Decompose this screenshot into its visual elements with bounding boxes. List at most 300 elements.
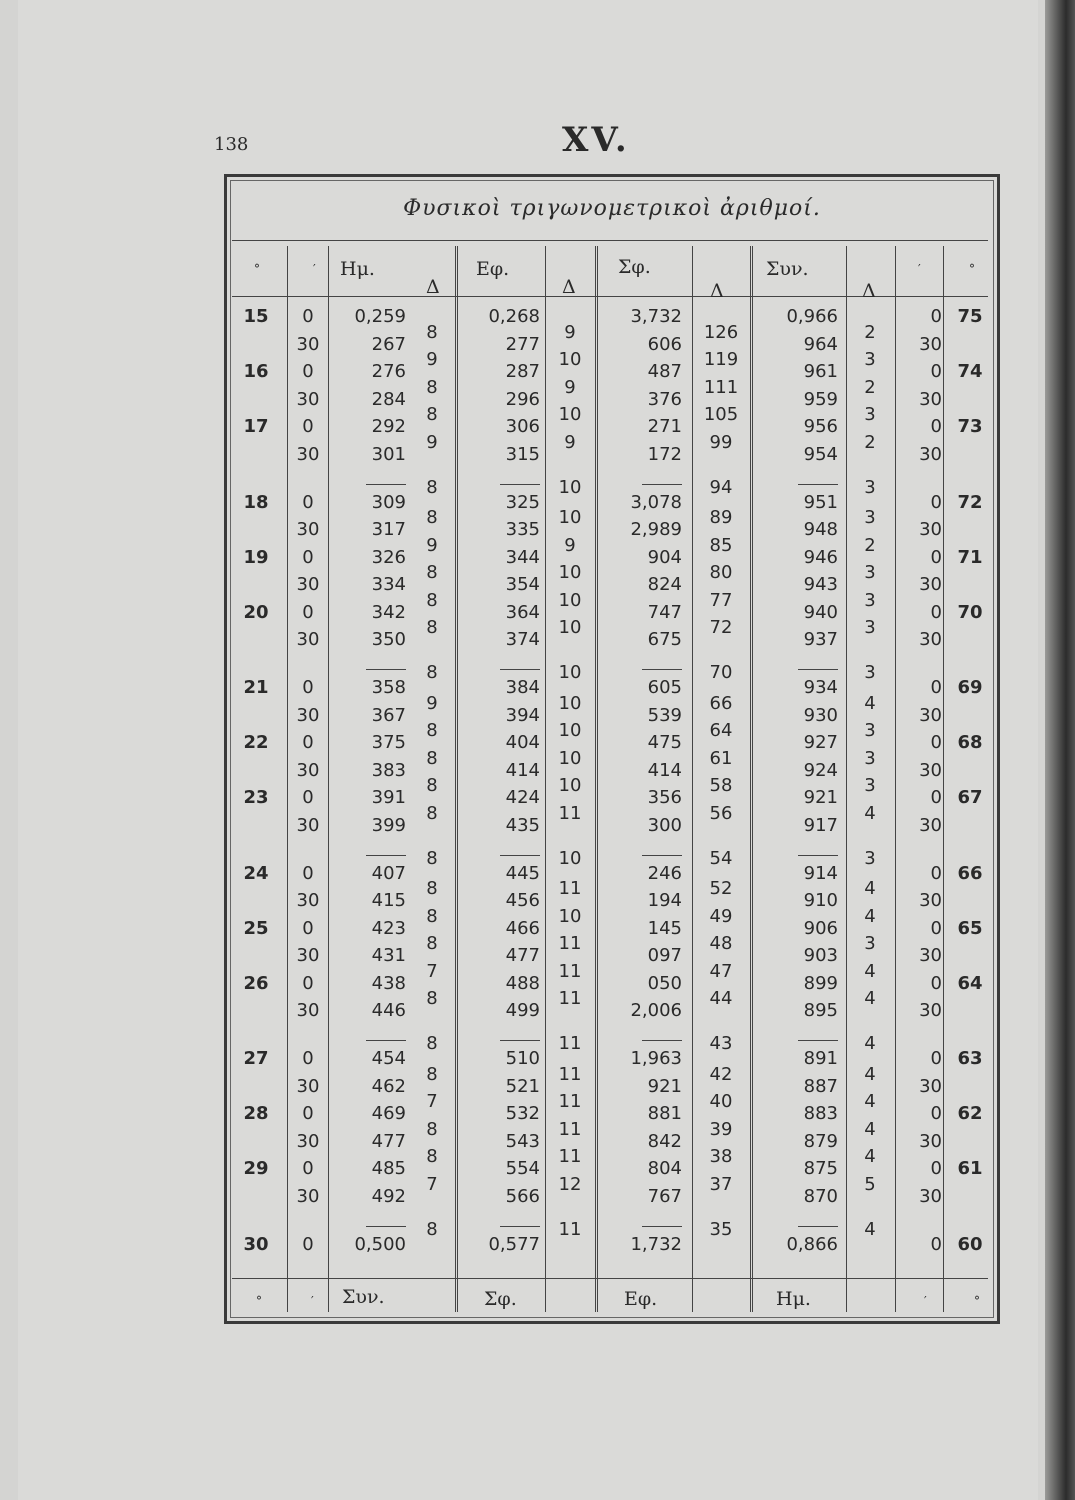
cell-sin: 309: [371, 491, 406, 513]
block-separator: [798, 1226, 838, 1227]
cell-cot: 3,078: [630, 491, 682, 513]
diffs-sin-value: 8: [426, 321, 438, 343]
diffs-cot-value: 126: [703, 321, 739, 343]
cell-min-r: 0: [930, 306, 942, 327]
cell-deg: 30: [243, 1233, 269, 1255]
cell-deg-r: 66: [957, 862, 983, 884]
cell-min: 0: [302, 1103, 314, 1124]
book-spine: [1045, 0, 1075, 1500]
diffs-tan-value: 11: [558, 960, 582, 982]
footer-minutes-right: ′: [924, 1294, 927, 1308]
diffs-tan-value: 11: [558, 1063, 582, 1085]
diffs-sin-value: 9: [426, 692, 438, 714]
cell-deg: 23: [243, 787, 269, 808]
block-separator: [642, 484, 682, 485]
cell-sin: 0,500: [354, 1233, 406, 1255]
cell-min: 0: [302, 787, 314, 808]
cell-min-r: 0: [930, 732, 942, 753]
diffs-tan-value: 10: [558, 507, 582, 529]
block-separator: [366, 1040, 406, 1041]
cell-min: 30: [296, 333, 320, 355]
diffs-cot-value: 99: [709, 431, 733, 453]
cell-min-r: 0: [930, 677, 942, 698]
diffs-cos-value: 3: [864, 720, 876, 742]
cell-cos: 875: [803, 1158, 838, 1179]
footer-cotangent: Σφ.: [484, 1288, 517, 1310]
table-caption: Φυσικοὶ τριγωνομετρικοὶ ἀριθμοί.: [403, 196, 821, 221]
cell-sin: 399: [371, 814, 406, 836]
header-sine: Ημ.: [340, 258, 375, 280]
block-separator: [798, 1040, 838, 1041]
diffs-tan-value: 11: [558, 1033, 582, 1054]
footer-tangent: Εφ.: [624, 1288, 658, 1310]
diffs-sin-value: 8: [426, 662, 438, 683]
diffs-tan-value: 10: [558, 847, 582, 869]
diffs-sin-value: 7: [426, 960, 438, 982]
block-separator: [366, 855, 406, 856]
diffs-cot-value: 42: [709, 1063, 733, 1085]
header-delta: Δ: [426, 276, 440, 298]
diffs-tan-value: 10: [558, 476, 582, 498]
cell-deg: 24: [243, 862, 269, 884]
cell-cot: 804: [647, 1158, 682, 1179]
cell-deg-r: 68: [957, 732, 983, 753]
diffs-cot-value: 38: [709, 1146, 733, 1168]
diffs-sin-value: 8: [426, 404, 438, 426]
cell-min-r: 0: [930, 1103, 942, 1124]
cell-min-r: 30: [919, 814, 942, 836]
diffs-sin-value: 8: [426, 802, 438, 824]
cell-deg-r: 72: [957, 491, 983, 513]
block-separator: [798, 484, 838, 485]
diffs-sin-value: 8: [426, 720, 438, 742]
cell-min: 0: [302, 306, 314, 327]
cell-cot: 842: [647, 1130, 682, 1152]
cell-min-r: 0: [930, 491, 942, 513]
cell-deg-r: 63: [957, 1048, 983, 1069]
diffs-cos-value: 3: [864, 589, 876, 611]
diffs-cot-value: 48: [709, 933, 733, 955]
cell-min: 0: [302, 972, 314, 994]
header-tangent: Εφ.: [476, 258, 510, 280]
diffs-sin-value: 8: [426, 476, 438, 498]
diffs-cos-value: 3: [864, 404, 876, 426]
cell-tan: 384: [505, 677, 540, 698]
cell-cot: 675: [647, 629, 682, 650]
cell-cos: 956: [803, 416, 838, 437]
cell-min-r: 30: [919, 704, 942, 726]
diffs-cot-value: 47: [709, 960, 733, 982]
diffs-cot-value: 35: [709, 1218, 733, 1240]
cell-min: 30: [296, 704, 320, 726]
diffs-cos-value: 4: [864, 1063, 876, 1085]
diffs-sin-value: 8: [426, 617, 438, 639]
cell-cos: 883: [803, 1103, 838, 1124]
cell-cot: 881: [647, 1103, 682, 1124]
cell-deg-r: 73: [957, 416, 983, 437]
cell-tan: 344: [505, 546, 540, 568]
cell-tan: 566: [505, 1185, 540, 1207]
diffs-cot-value: 66: [709, 692, 733, 714]
cell-min: 30: [296, 945, 320, 966]
diffs-cos-value: 3: [864, 476, 876, 498]
cell-cot: 376: [647, 388, 682, 410]
cell-sin: 454: [371, 1048, 406, 1069]
diffs-tan-value: 10: [558, 905, 582, 927]
diffs-cos-value: 3: [864, 933, 876, 955]
block-separator: [500, 1226, 540, 1227]
diffs-tan-value: 10: [558, 349, 582, 371]
diffs-sin-value: 7: [426, 1173, 438, 1195]
diffs-cos-value: 4: [864, 692, 876, 714]
cell-min: 30: [296, 814, 320, 836]
cell-cos: 959: [803, 388, 838, 410]
cell-min: 30: [296, 388, 320, 410]
cell-tan: 543: [505, 1130, 540, 1152]
diffs-tan-value: 11: [558, 1146, 582, 1168]
diffs-cos-value: 4: [864, 1146, 876, 1168]
block-separator: [366, 484, 406, 485]
diffs-cot-value: 43: [709, 1033, 733, 1054]
col-divider: [750, 246, 753, 1312]
cell-sin: 350: [371, 629, 406, 650]
cell-tan: 315: [505, 443, 540, 465]
cell-min: 0: [302, 416, 314, 437]
diffs-cos-value: 4: [864, 960, 876, 982]
cell-deg-r: 62: [957, 1103, 983, 1124]
cell-min-r: 30: [919, 945, 942, 966]
cell-min-r: 0: [930, 972, 942, 994]
cell-cos: 954: [803, 443, 838, 465]
header-cotangent: Σφ.: [618, 256, 651, 278]
cell-tan: 445: [505, 862, 540, 884]
diffs-cot-value: 54: [709, 847, 733, 869]
cell-min: 0: [302, 546, 314, 568]
cell-sin: 415: [371, 890, 406, 911]
cell-sin: 0,259: [354, 306, 406, 327]
col-divider: [895, 246, 896, 1312]
cell-cos: 0,866: [786, 1233, 838, 1255]
cell-tan: 499: [505, 1000, 540, 1021]
diffs-cos-value: 3: [864, 349, 876, 371]
cell-sin: 317: [371, 519, 406, 540]
diffs-cos-value: 4: [864, 1091, 876, 1113]
cell-cos: 934: [803, 677, 838, 698]
diffs-cot-value: 105: [703, 404, 739, 426]
cell-cot: 539: [647, 704, 682, 726]
cell-cot: 145: [647, 917, 682, 939]
diffs-tan-value: 9: [564, 534, 576, 556]
cell-min: 0: [302, 361, 314, 382]
cell-sin: 292: [371, 416, 406, 437]
col-divider: [943, 246, 944, 1312]
cell-cot: 606: [647, 333, 682, 355]
diffs-cos-value: 4: [864, 1218, 876, 1240]
cell-min: 30: [296, 1000, 320, 1021]
cell-min: 30: [296, 519, 320, 540]
cell-cos: 948: [803, 519, 838, 540]
cell-sin: 407: [371, 862, 406, 884]
cell-cot: 097: [647, 945, 682, 966]
diffs-cot-value: 72: [709, 617, 733, 639]
cell-cos: 946: [803, 546, 838, 568]
footer-sine: Ημ.: [776, 1288, 811, 1310]
cell-cos: 951: [803, 491, 838, 513]
diffs-cos-value: 4: [864, 988, 876, 1010]
cell-sin: 438: [371, 972, 406, 994]
cell-min-r: 30: [919, 388, 942, 410]
diffs-sin-value: 8: [426, 933, 438, 955]
cell-tan: 287: [505, 361, 540, 382]
header-degrees-right: °: [969, 262, 975, 276]
header-degrees: °: [254, 262, 260, 276]
block-separator: [366, 669, 406, 670]
col-divider: [455, 246, 458, 1312]
cell-tan: 456: [505, 890, 540, 911]
cell-deg: 19: [243, 546, 269, 568]
cell-sin: 276: [371, 361, 406, 382]
cell-sin: 375: [371, 732, 406, 753]
cell-min-r: 30: [919, 629, 942, 650]
cell-sin: 446: [371, 1000, 406, 1021]
diffs-cos-value: 2: [864, 376, 876, 398]
cell-sin: 342: [371, 601, 406, 623]
cell-sin: 284: [371, 388, 406, 410]
cell-cot: 356: [647, 787, 682, 808]
cell-sin: 267: [371, 333, 406, 355]
cell-min: 30: [296, 443, 320, 465]
page-number: 138: [214, 134, 249, 155]
cell-deg: 18: [243, 491, 269, 513]
cell-cos: 930: [803, 704, 838, 726]
cell-cos: 891: [803, 1048, 838, 1069]
cell-cos: 887: [803, 1075, 838, 1097]
block-separator: [500, 1040, 540, 1041]
cell-tan: 0,268: [488, 306, 540, 327]
diffs-sin-value: 8: [426, 878, 438, 900]
diffs-sin-value: 8: [426, 1033, 438, 1054]
footer-minutes: ′: [311, 1294, 314, 1308]
diffs-tan-value: 10: [558, 404, 582, 426]
diffs-cos-value: 3: [864, 662, 876, 683]
cell-min-r: 0: [930, 862, 942, 884]
cell-min: 0: [302, 862, 314, 884]
diffs-cot-value: 37: [709, 1173, 733, 1195]
cell-tan: 510: [505, 1048, 540, 1069]
col-divider: [595, 246, 598, 1312]
footer-rule: [232, 1278, 988, 1279]
diffs-tan-value: 10: [558, 692, 582, 714]
diffs-cos-value: 5: [864, 1173, 876, 1195]
diffs-cot-value: 64: [709, 720, 733, 742]
cell-cos: 964: [803, 333, 838, 355]
block-separator: [798, 855, 838, 856]
cell-min: 30: [296, 629, 320, 650]
block-separator: [500, 855, 540, 856]
block-separator: [642, 669, 682, 670]
diffs-tan-value: 9: [564, 321, 576, 343]
diffs-tan-value: 11: [558, 878, 582, 900]
cell-cot: 300: [647, 814, 682, 836]
cell-deg: 17: [243, 416, 269, 437]
cell-deg-r: 67: [957, 787, 983, 808]
cell-cot: 050: [647, 972, 682, 994]
diffs-cot-value: 89: [709, 507, 733, 529]
diffs-cot-value: 58: [709, 775, 733, 797]
diffs-tan-value: 11: [558, 933, 582, 955]
diffs-cot-value: 44: [709, 988, 733, 1010]
cell-cos: 0,966: [786, 306, 838, 327]
header-delta: Δ: [562, 276, 576, 298]
diffs-cot-value: 80: [709, 562, 733, 584]
diffs-cos-value: 3: [864, 562, 876, 584]
cell-cot: 3,732: [630, 306, 682, 327]
cell-min-r: 0: [930, 416, 942, 437]
cell-sin: 492: [371, 1185, 406, 1207]
cell-min: 30: [296, 759, 320, 781]
cell-min-r: 0: [930, 546, 942, 568]
diffs-tan-value: 10: [558, 562, 582, 584]
cell-cot: 414: [647, 759, 682, 781]
diffs-cot-value: 70: [709, 662, 733, 683]
cell-min-r: 0: [930, 1158, 942, 1179]
diffs-cos-value: 2: [864, 534, 876, 556]
cell-min-r: 0: [930, 1233, 942, 1255]
cell-cos: 910: [803, 890, 838, 911]
diffs-cot-value: 111: [703, 376, 739, 398]
diffs-cot-value: 61: [709, 747, 733, 769]
diffs-sin-value: 9: [426, 349, 438, 371]
diffs-sin-value: 8: [426, 988, 438, 1010]
diffs-cot-value: 40: [709, 1091, 733, 1113]
cell-deg-r: 74: [957, 361, 983, 382]
cell-cot: 2,989: [630, 519, 682, 540]
diffs-cos-value: 3: [864, 617, 876, 639]
diffs-sin-value: 8: [426, 1146, 438, 1168]
footer-degrees: °: [256, 1294, 262, 1308]
cell-deg-r: 64: [957, 972, 983, 994]
cell-cos: 917: [803, 814, 838, 836]
cell-cos: 927: [803, 732, 838, 753]
cell-min-r: 0: [930, 361, 942, 382]
cell-min-r: 0: [930, 917, 942, 939]
cell-cos: 870: [803, 1185, 838, 1207]
header-delta: Δ: [710, 280, 724, 302]
diffs-sin-value: 9: [426, 534, 438, 556]
cell-deg: 21: [243, 677, 269, 698]
diffs-sin-value: 8: [426, 376, 438, 398]
cell-deg: 22: [243, 732, 269, 753]
cell-tan: 354: [505, 574, 540, 595]
cell-tan: 532: [505, 1103, 540, 1124]
cell-tan: 424: [505, 787, 540, 808]
diffs-tan-value: 11: [558, 1118, 582, 1140]
cell-cot: 824: [647, 574, 682, 595]
cell-cos: 906: [803, 917, 838, 939]
cell-deg: 25: [243, 917, 269, 939]
col-divider: [328, 246, 329, 1312]
cell-min: 30: [296, 574, 320, 595]
cell-tan: 374: [505, 629, 540, 650]
cell-min-r: 30: [919, 443, 942, 465]
cell-min: 30: [296, 890, 320, 911]
cell-deg-r: 60: [957, 1233, 983, 1255]
cell-sin: 358: [371, 677, 406, 698]
cell-min-r: 0: [930, 1048, 942, 1069]
cell-tan: 466: [505, 917, 540, 939]
cell-cot: 194: [647, 890, 682, 911]
diffs-cos-value: 4: [864, 878, 876, 900]
cell-cos: 899: [803, 972, 838, 994]
diffs-tan-value: 10: [558, 775, 582, 797]
cell-min: 30: [296, 1185, 320, 1207]
cell-tan: 306: [505, 416, 540, 437]
diffs-cos-value: 2: [864, 431, 876, 453]
cell-deg: 29: [243, 1158, 269, 1179]
diffs-tan-value: 12: [558, 1173, 582, 1195]
header-cosine: Συν.: [766, 258, 809, 280]
cell-cot: 767: [647, 1185, 682, 1207]
cell-min: 30: [296, 1075, 320, 1097]
cell-sin: 383: [371, 759, 406, 781]
cell-tan: 335: [505, 519, 540, 540]
diffs-sin-value: 8: [426, 905, 438, 927]
cell-min-r: 30: [919, 759, 942, 781]
block-separator: [366, 1226, 406, 1227]
cell-min-r: 30: [919, 1075, 942, 1097]
cell-min-r: 0: [930, 601, 942, 623]
diffs-tan-value: 11: [558, 988, 582, 1010]
footer-degrees-right: °: [974, 1294, 980, 1308]
cell-min: 30: [296, 1130, 320, 1152]
diffs-cot-value: 52: [709, 878, 733, 900]
cell-deg: 27: [243, 1048, 269, 1069]
col-divider: [846, 246, 847, 1312]
cell-tan: 435: [505, 814, 540, 836]
cell-min-r: 30: [919, 574, 942, 595]
block-separator: [642, 1226, 682, 1227]
diffs-tan-value: 11: [558, 802, 582, 824]
cell-cos: 943: [803, 574, 838, 595]
cell-sin: 367: [371, 704, 406, 726]
cell-min: 0: [302, 1233, 314, 1255]
cell-min-r: 30: [919, 1130, 942, 1152]
cell-cot: 605: [647, 677, 682, 698]
diffs-cos-value: 4: [864, 802, 876, 824]
cell-min: 0: [302, 732, 314, 753]
diffs-sin-value: 7: [426, 1091, 438, 1113]
col-divider: [692, 246, 693, 1312]
cell-cot: 1,732: [630, 1233, 682, 1255]
diffs-sin-value: 9: [426, 431, 438, 453]
cell-sin: 423: [371, 917, 406, 939]
diffs-sin-value: 8: [426, 1118, 438, 1140]
header-minutes-right: ′: [918, 262, 921, 276]
cell-cot: 246: [647, 862, 682, 884]
cell-sin: 431: [371, 945, 406, 966]
diffs-cot-value: 49: [709, 905, 733, 927]
diffs-cot-value: 94: [709, 476, 733, 498]
diffs-cot-value: 56: [709, 802, 733, 824]
cell-min: 0: [302, 677, 314, 698]
header-delta: Δ: [862, 280, 876, 302]
cell-deg-r: 70: [957, 601, 983, 623]
diffs-tan-value: 11: [558, 1091, 582, 1113]
cell-cos: 940: [803, 601, 838, 623]
cell-tan: 488: [505, 972, 540, 994]
block-separator: [642, 1040, 682, 1041]
cell-cos: 961: [803, 361, 838, 382]
